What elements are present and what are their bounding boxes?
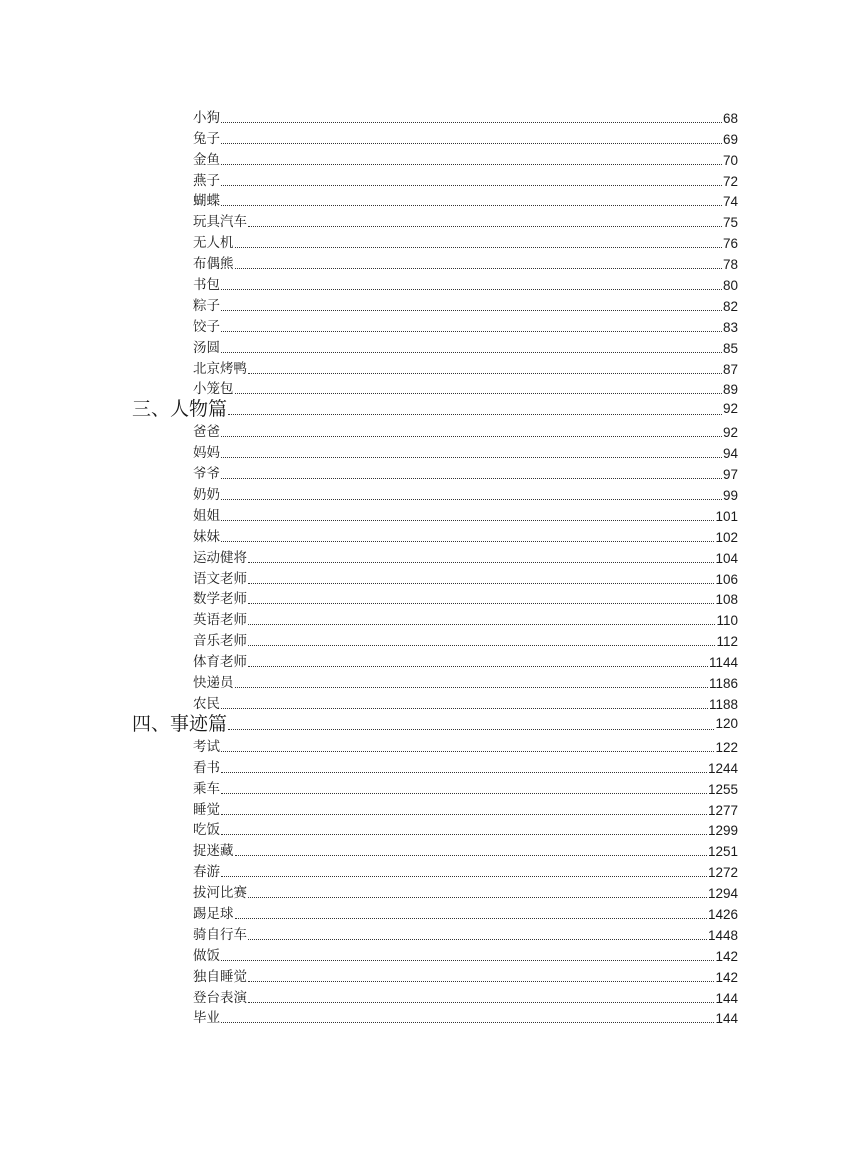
toc-page-number: 122: [715, 739, 738, 755]
toc-page-number: 108: [715, 592, 738, 608]
toc-entry-title: 小狗: [193, 109, 220, 126]
toc-entry-title: 爸爸: [193, 424, 220, 441]
toc-page-number: 101: [715, 508, 738, 524]
toc-entry-title: 体育老师: [193, 654, 247, 671]
toc-entry-title: 骑自行车: [193, 926, 247, 943]
toc-entry-title: 饺子: [193, 318, 220, 335]
toc-entry-title: 布偶熊: [193, 256, 234, 273]
toc-entry-title: 看书: [193, 759, 220, 776]
toc-dot-leader: [235, 247, 722, 248]
toc-entry: [132, 650, 738, 671]
toc-dot-leader: [221, 352, 722, 353]
toc-page-number: 1255: [707, 781, 738, 797]
toc-entry: [132, 525, 738, 546]
toc-dot-leader: [221, 164, 722, 165]
toc-page-number: 76: [722, 236, 738, 252]
toc-dot-leader: [221, 289, 722, 290]
toc-entry: [132, 357, 738, 378]
toc-page-number: 72: [722, 173, 738, 189]
toc-dot-leader: [248, 666, 708, 667]
toc-section-title: 三、人物篇: [132, 398, 228, 421]
toc-page-number: 68: [722, 110, 738, 126]
toc-dot-leader: [235, 918, 707, 919]
toc-entry-title: 考试: [193, 738, 220, 755]
toc-page-number: 99: [722, 488, 738, 504]
toc-page-number: 87: [722, 361, 738, 377]
toc-dot-leader: [221, 185, 722, 186]
toc-entry-title: 吃饭: [193, 822, 220, 839]
toc-page-number: 1272: [707, 865, 738, 881]
toc-entry: [132, 190, 738, 211]
toc-entry-title: 无人机: [193, 235, 234, 252]
toc-page-number: 1299: [707, 823, 738, 839]
toc-entry-title: 音乐老师: [193, 633, 247, 650]
toc-entry-title: 踢足球: [193, 905, 234, 922]
toc-dot-leader: [221, 478, 722, 479]
toc-page-number: 92: [722, 425, 738, 441]
toc-page-number: 1186: [708, 676, 738, 692]
toc-dot-leader: [228, 729, 714, 730]
toc-page-number: 1294: [707, 886, 738, 902]
toc-entry: [132, 441, 738, 462]
toc-dot-leader: [221, 960, 714, 961]
toc-page-number: 75: [722, 215, 738, 231]
toc-entry: [132, 420, 738, 441]
toc-entry-title: 数学老师: [193, 591, 247, 608]
toc-page-number: 142: [715, 969, 738, 985]
toc-page-number: 74: [722, 194, 738, 210]
toc-dot-leader: [221, 436, 722, 437]
toc-dot-leader: [248, 624, 715, 625]
table-of-contents: [132, 106, 738, 1027]
toc-entry: [132, 567, 738, 588]
toc-entry-title: 拔河比赛: [193, 885, 247, 902]
toc-entry: [132, 231, 738, 252]
toc-entry-title: 毕业: [193, 1010, 220, 1027]
toc-page-number: 83: [722, 319, 738, 335]
toc-page-number: 70: [722, 152, 738, 168]
toc-dot-leader: [221, 457, 722, 458]
toc-dot-leader: [221, 814, 707, 815]
toc-page-number: 1251: [707, 844, 738, 860]
toc-entry-title: 睡觉: [193, 801, 220, 818]
toc-entry-title: 兔子: [193, 130, 220, 147]
toc-page-number: 92: [722, 401, 738, 417]
toc-entry: [132, 462, 738, 483]
toc-page-number: 80: [722, 278, 738, 294]
toc-entry-title: 爷爷: [193, 466, 220, 483]
toc-entry-title: 蝴蝶: [193, 193, 220, 210]
toc-page-number: 144: [715, 990, 738, 1006]
toc-entry: [132, 294, 738, 315]
toc-dot-leader: [248, 373, 722, 374]
toc-page-number: 94: [722, 446, 738, 462]
toc-entry: [132, 671, 738, 692]
toc-dot-leader: [235, 393, 722, 394]
toc-entry: [132, 756, 738, 777]
toc-entry-title: 奶奶: [193, 487, 220, 504]
toc-page-number: 85: [722, 340, 738, 356]
toc-entry-title: 妈妈: [193, 445, 220, 462]
toc-entry-title: 独自睡觉: [193, 968, 247, 985]
toc-entry: [132, 210, 738, 231]
toc-dot-leader: [221, 499, 722, 500]
toc-entry: [132, 127, 738, 148]
toc-entry-title: 农民: [193, 695, 220, 712]
toc-page-number: 1188: [708, 696, 738, 712]
toc-entry-title: 快递员: [193, 675, 234, 692]
toc-page-number: 106: [715, 571, 738, 587]
toc-dot-leader: [221, 708, 708, 709]
toc-entry: [132, 881, 738, 902]
toc-page-number: 102: [715, 529, 738, 545]
toc-entry-title: 金鱼: [193, 151, 220, 168]
toc-entry: [132, 860, 738, 881]
toc-section-heading: [132, 398, 738, 420]
toc-page-number: 78: [722, 257, 738, 273]
toc-dot-leader: [248, 562, 714, 563]
toc-entry: [132, 504, 738, 525]
toc-dot-leader: [221, 143, 722, 144]
toc-dot-leader: [235, 268, 722, 269]
toc-page-number: 1448: [707, 927, 738, 943]
toc-entry: [132, 965, 738, 986]
toc-entry-title: 粽子: [193, 297, 220, 314]
toc-entry: [132, 336, 738, 357]
toc-entry: [132, 986, 738, 1007]
toc-entry-title: 春游: [193, 864, 220, 881]
toc-entry: [132, 735, 738, 756]
toc-dot-leader: [248, 583, 714, 584]
toc-dot-leader: [221, 751, 714, 752]
toc-entry-title: 妹妹: [193, 528, 220, 545]
toc-entry-title: 英语老师: [193, 612, 247, 629]
toc-entry: [132, 169, 738, 190]
toc-page-number: 110: [716, 613, 738, 629]
toc-entry-title: 运动健将: [193, 549, 247, 566]
toc-dot-leader: [221, 541, 714, 542]
toc-entry: [132, 546, 738, 567]
toc-entry: [132, 1007, 738, 1028]
toc-section-heading: [132, 713, 738, 735]
toc-dot-leader: [235, 855, 707, 856]
toc-entry-title: 姐姐: [193, 507, 220, 524]
toc-dot-leader: [248, 603, 714, 604]
toc-dot-leader: [248, 897, 707, 898]
toc-entry: [132, 777, 738, 798]
toc-entry-title: 乘车: [193, 780, 220, 797]
toc-entry: [132, 839, 738, 860]
toc-entry: [132, 273, 738, 294]
toc-entry: [132, 692, 738, 713]
toc-entry-title: 做饭: [193, 947, 220, 964]
toc-dot-leader: [221, 122, 722, 123]
toc-dot-leader: [228, 414, 722, 415]
toc-section-title: 四、事迹篇: [132, 712, 228, 735]
toc-entry: [132, 483, 738, 504]
toc-entry: [132, 923, 738, 944]
toc-dot-leader: [221, 876, 707, 877]
toc-page-number: 1144: [708, 655, 738, 671]
toc-dot-leader: [221, 793, 707, 794]
toc-entry-title: 汤圆: [193, 339, 220, 356]
toc-page-number: 1244: [707, 760, 738, 776]
toc-dot-leader: [248, 645, 715, 646]
toc-page-number: 89: [722, 382, 738, 398]
toc-page-number: 82: [722, 298, 738, 314]
toc-page-number: 142: [715, 948, 738, 964]
toc-dot-leader: [221, 772, 707, 773]
toc-entry: [132, 944, 738, 965]
toc-entry: [132, 252, 738, 273]
toc-entry: [132, 608, 738, 629]
toc-entry-title: 书包: [193, 277, 220, 294]
toc-dot-leader: [248, 939, 707, 940]
toc-entry: [132, 798, 738, 819]
toc-entry-title: 燕子: [193, 172, 220, 189]
toc-dot-leader: [221, 834, 707, 835]
toc-entry: [132, 819, 738, 840]
toc-entry: [132, 588, 738, 609]
toc-page-number: 104: [715, 550, 738, 566]
toc-dot-leader: [248, 981, 714, 982]
toc-page-number: 120: [715, 715, 738, 731]
toc-entry: [132, 148, 738, 169]
toc-dot-leader: [248, 226, 722, 227]
toc-entry-title: 捉迷藏: [193, 843, 234, 860]
toc-dot-leader: [221, 331, 722, 332]
toc-page-number: 1277: [707, 802, 738, 818]
toc-entry: [132, 315, 738, 336]
toc-entry: [132, 629, 738, 650]
toc-entry-title: 玩具汽车: [193, 214, 247, 231]
toc-entry: [132, 902, 738, 923]
toc-page-number: 112: [716, 634, 738, 650]
toc-page-number: 1426: [707, 906, 738, 922]
toc-dot-leader: [221, 1022, 714, 1023]
toc-entry-title: 语文老师: [193, 570, 247, 587]
toc-page-number: 69: [722, 131, 738, 147]
toc-entry: [132, 378, 738, 399]
toc-dot-leader: [221, 310, 722, 311]
toc-dot-leader: [235, 687, 708, 688]
toc-entry-title: 小笼包: [193, 381, 234, 398]
toc-dot-leader: [221, 520, 714, 521]
toc-dot-leader: [248, 1002, 714, 1003]
toc-dot-leader: [221, 205, 722, 206]
toc-page-number: 144: [715, 1011, 738, 1027]
toc-entry: [132, 106, 738, 127]
toc-page-number: 97: [722, 467, 738, 483]
toc-entry-title: 登台表演: [193, 989, 247, 1006]
toc-entry-title: 北京烤鸭: [193, 360, 247, 377]
